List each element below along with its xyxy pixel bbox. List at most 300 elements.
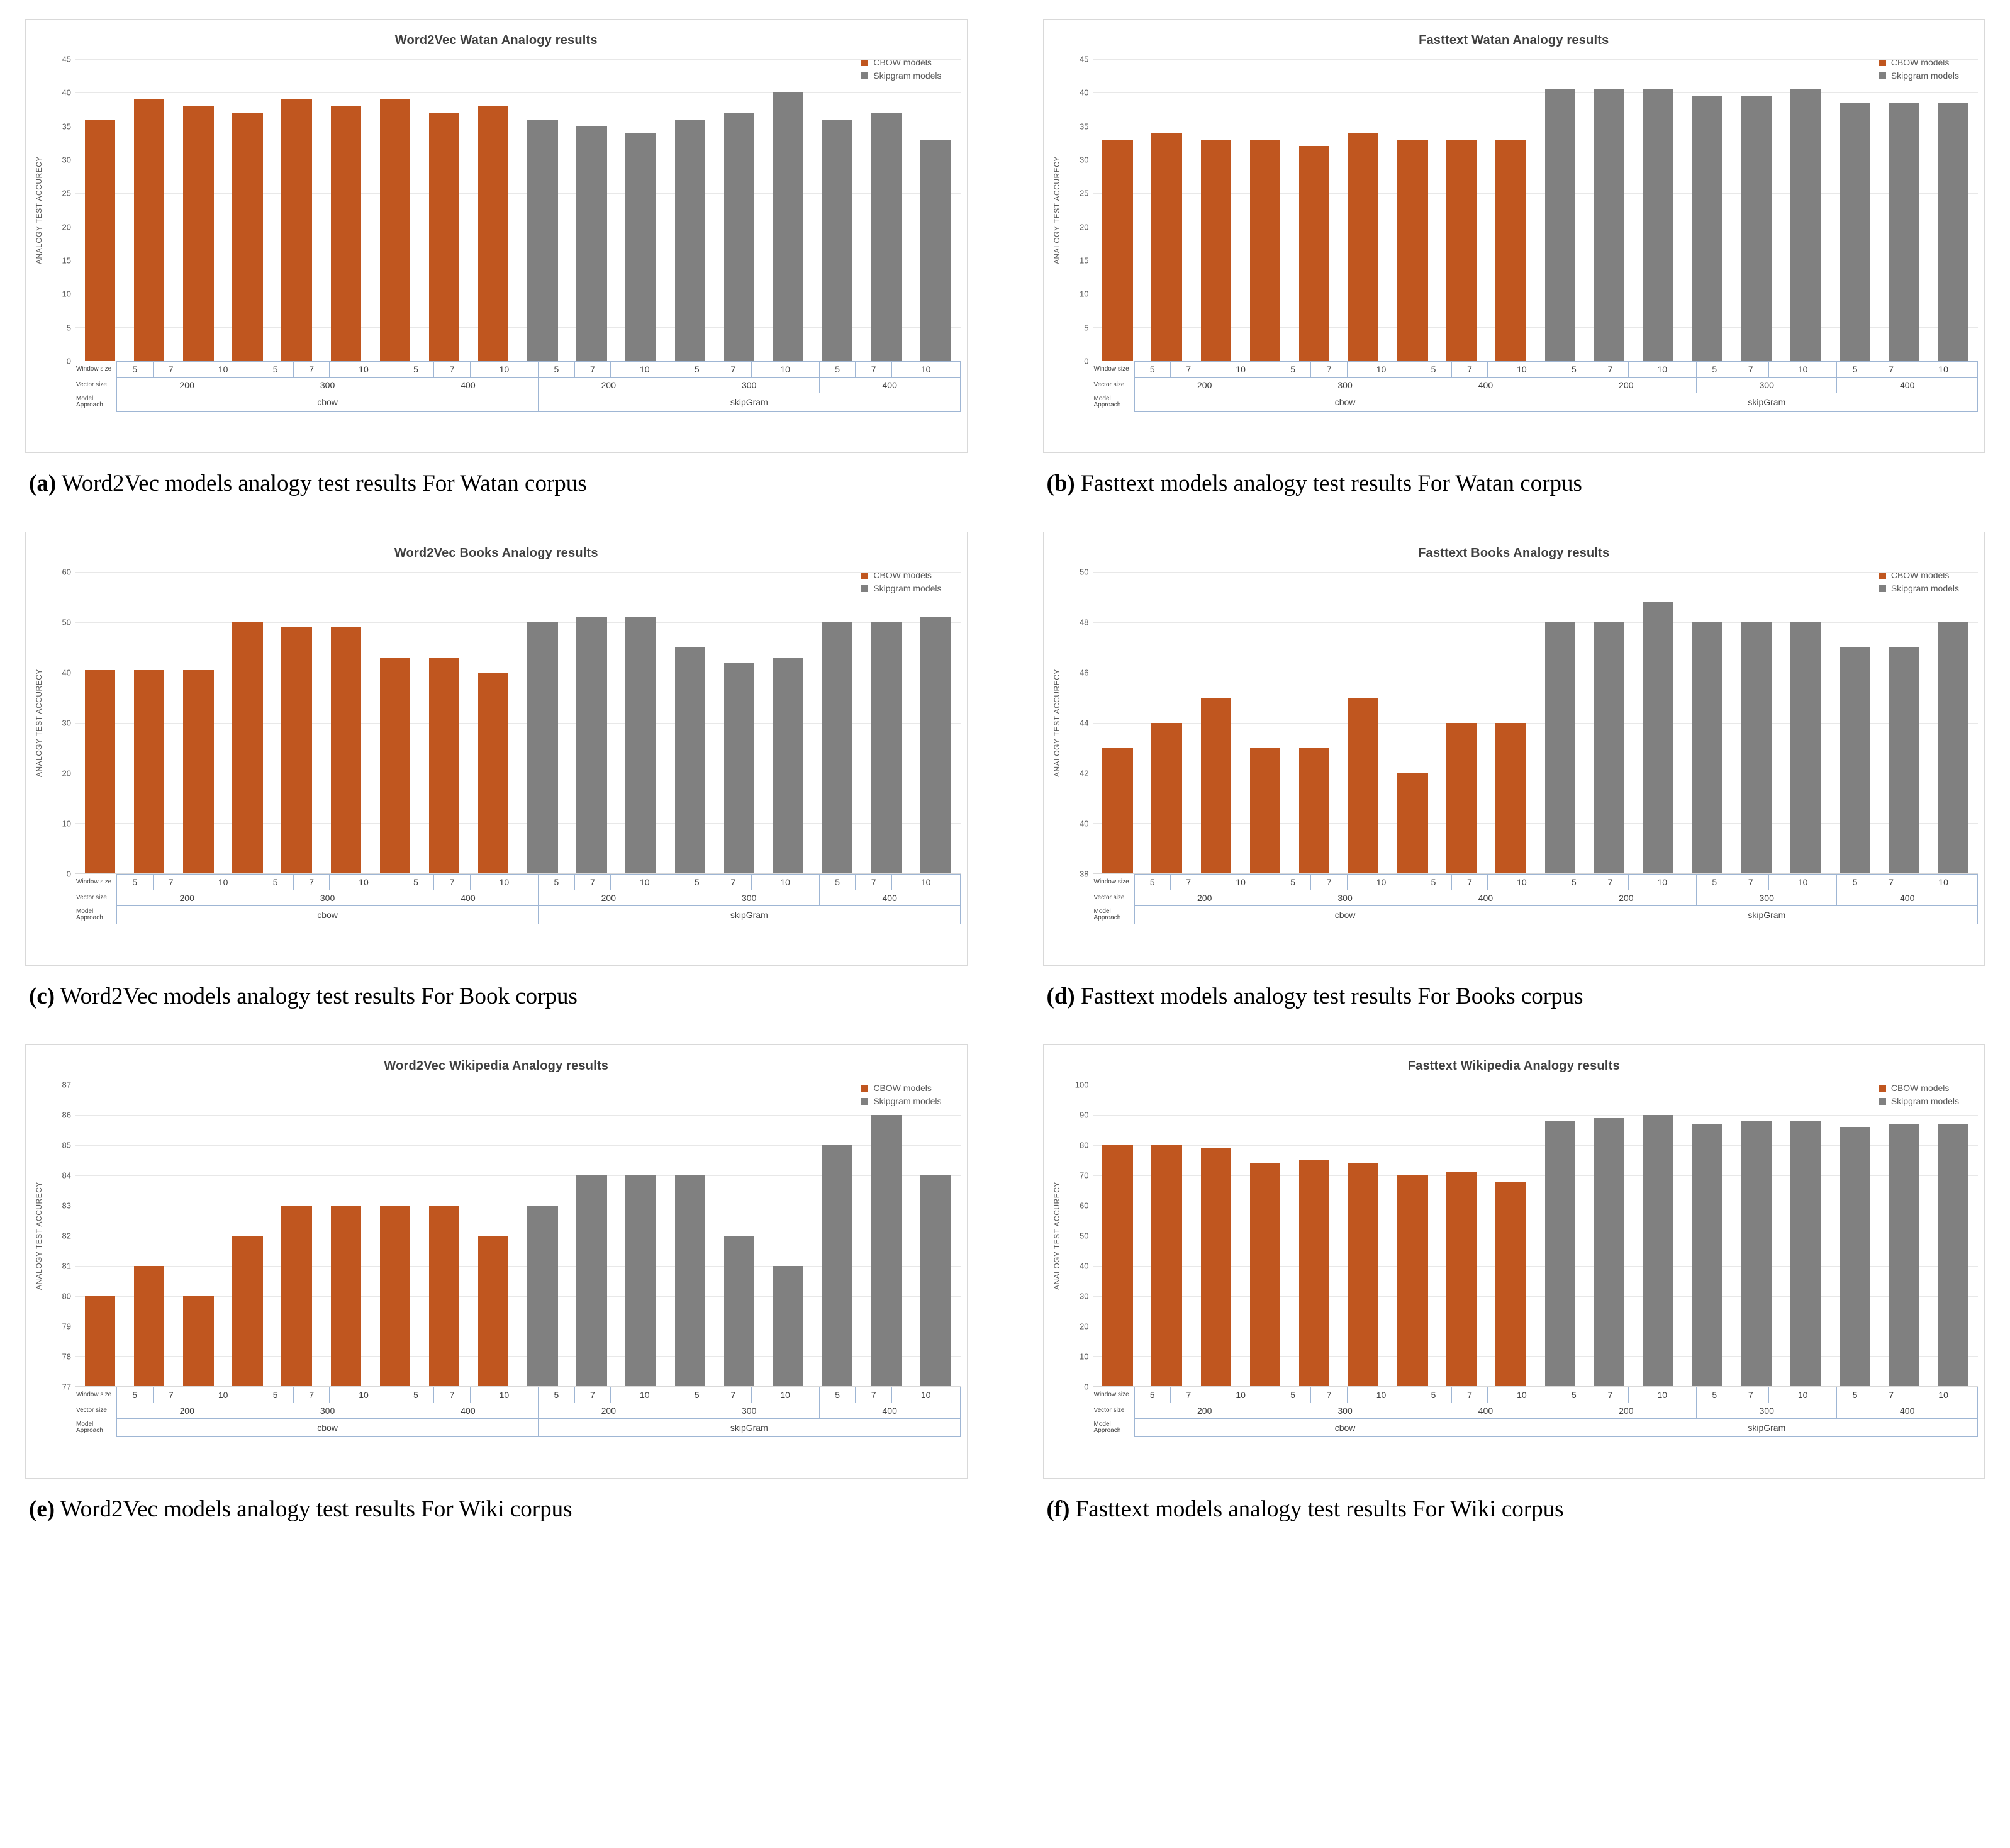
window-size-cell: 7	[1311, 362, 1348, 378]
bar-slot	[321, 572, 371, 873]
vector-size-cell: 200	[1556, 378, 1696, 393]
y-tick-label: 86	[62, 1110, 71, 1120]
window-size-cell: 5	[1556, 362, 1592, 378]
y-tick-label: 44	[1080, 718, 1089, 728]
vector-size-cell: 300	[679, 1403, 819, 1419]
y-tick-label: 10	[62, 289, 71, 299]
vector-size-cell: 300	[1275, 378, 1415, 393]
bar	[773, 1266, 803, 1387]
bar-slot	[1880, 572, 1929, 873]
bar-slot	[518, 1085, 567, 1386]
bar-slot	[1241, 1085, 1290, 1386]
chart-e	[25, 1044, 968, 1479]
y-tick-label: 50	[1080, 1231, 1089, 1241]
bar	[429, 658, 459, 873]
y-tick-label: 60	[1080, 1201, 1089, 1211]
caption-text: Fasttext models analogy test results For Watan corpus	[1080, 471, 1582, 496]
bar-slot	[1192, 59, 1241, 361]
bar	[478, 1236, 508, 1387]
window-size-row	[1093, 1387, 1978, 1403]
row-label-window-size: Window size	[76, 1391, 112, 1398]
bar-slot	[1290, 572, 1339, 873]
bar-slot	[174, 1085, 223, 1386]
bar-slot	[1732, 572, 1781, 873]
window-size-cell: 5	[819, 875, 856, 890]
bar-slot	[518, 59, 567, 361]
model-approach-row	[75, 393, 960, 412]
bar	[871, 113, 902, 361]
y-tick-label: 30	[62, 718, 71, 728]
row-label-model-approach: Model Approach	[76, 1420, 103, 1435]
window-size-cell: 7	[715, 875, 752, 890]
vector-size-cell: 400	[398, 378, 538, 393]
y-tick-label: 45	[1080, 54, 1089, 64]
figure-caption-f	[1047, 1495, 1982, 1523]
bar	[1692, 96, 1722, 361]
bar	[1594, 622, 1624, 873]
y-axis	[1064, 567, 1093, 879]
window-size-cell: 10	[470, 1387, 538, 1403]
bar-slot	[371, 59, 420, 361]
bar	[1643, 89, 1673, 361]
y-tick-label: 42	[1080, 768, 1089, 778]
window-size-cell: 7	[1592, 875, 1629, 890]
y-axis	[1064, 54, 1093, 366]
model-approach-row	[1093, 393, 1978, 412]
window-size-cell: 10	[1207, 1387, 1275, 1403]
y-tick-label: 79	[62, 1321, 71, 1331]
bar	[380, 99, 410, 361]
chart-f	[1043, 1044, 1985, 1479]
bar-slot	[1634, 572, 1683, 873]
window-size-cell: 5	[398, 875, 434, 890]
y-tick-label: 60	[62, 567, 71, 577]
bar	[1790, 1121, 1821, 1387]
bar-slot	[1880, 59, 1929, 361]
y-tick-label: 0	[66, 356, 71, 366]
y-tick-label: 40	[1080, 87, 1089, 98]
window-size-cell: 5	[1134, 362, 1171, 378]
legend-label: CBOW models	[873, 57, 932, 67]
bar	[1692, 1124, 1722, 1387]
bar-slot	[1683, 1085, 1732, 1386]
window-size-cell: 10	[1488, 1387, 1556, 1403]
window-size-cell: 10	[1909, 875, 1978, 890]
bar	[1790, 89, 1821, 361]
y-tick-label: 100	[1075, 1080, 1089, 1090]
window-size-cell: 5	[117, 362, 154, 378]
window-size-cell: 7	[153, 362, 189, 378]
vector-size-cell: 200	[539, 1403, 679, 1419]
legend-label: CBOW models	[873, 570, 932, 581]
y-axis	[46, 54, 75, 366]
vector-size-cell: 300	[257, 1403, 398, 1419]
bar	[625, 617, 656, 873]
caption-label: (d)	[1046, 983, 1075, 1010]
window-size-cell: 10	[1769, 1387, 1837, 1403]
y-axis	[1064, 1080, 1093, 1392]
bar-slot	[617, 59, 666, 361]
window-size-cell: 10	[891, 875, 960, 890]
bar-slot	[1241, 59, 1290, 361]
bar-slot	[469, 572, 518, 873]
window-size-cell: 5	[1697, 362, 1733, 378]
caption-text: Word2Vec models analogy test results For Book corpus	[60, 983, 578, 1010]
model-approach-row	[75, 906, 960, 924]
window-size-cell: 10	[330, 1387, 398, 1403]
model-approach-row	[1093, 1419, 1978, 1437]
vector-size-cell: 300	[679, 378, 819, 393]
window-size-cell: 7	[574, 362, 611, 378]
window-size-cell: 10	[751, 1387, 819, 1403]
y-tick-label: 5	[66, 323, 71, 333]
bar-slot	[272, 59, 321, 361]
model-approach-cell: cbow	[117, 906, 539, 924]
window-size-cell: 5	[1837, 875, 1873, 890]
y-tick-label: 15	[62, 255, 71, 266]
caption-label: (c)	[29, 983, 55, 1010]
bar-slot	[715, 572, 764, 873]
bar-slot	[1339, 1085, 1388, 1386]
bar	[1250, 1163, 1280, 1386]
bar	[331, 1206, 361, 1386]
bar	[1446, 1172, 1477, 1386]
bar	[527, 1206, 557, 1386]
y-tick-label: 40	[62, 87, 71, 98]
window-size-cell: 5	[398, 362, 434, 378]
bar	[1250, 140, 1280, 361]
plot-area	[1050, 54, 1979, 366]
bar	[625, 1175, 656, 1386]
model-approach-cell: skipGram	[1556, 906, 1977, 924]
y-tick-label: 50	[1080, 567, 1089, 577]
bar	[478, 106, 508, 361]
bar-slot	[764, 1085, 813, 1386]
bar-slot	[1142, 59, 1192, 361]
bar	[1102, 1145, 1132, 1386]
bar-slot	[1093, 1085, 1142, 1386]
y-tick-label: 35	[62, 121, 71, 132]
window-size-cell: 10	[1769, 362, 1837, 378]
y-axis	[46, 567, 75, 879]
y-tick-label: 45	[62, 54, 71, 64]
window-size-cell: 7	[856, 875, 892, 890]
chart-b	[1043, 19, 1985, 453]
vector-size-row	[75, 378, 960, 393]
bar-slot	[1487, 59, 1536, 361]
window-size-cell: 7	[574, 875, 611, 890]
y-axis	[46, 1080, 75, 1392]
bar-slot	[715, 59, 764, 361]
vector-size-cell: 200	[539, 890, 679, 906]
vector-size-cell: 400	[1415, 378, 1556, 393]
bar-slot	[1487, 1085, 1536, 1386]
bar-slot	[223, 59, 272, 361]
bar	[1495, 723, 1526, 874]
bar	[724, 663, 754, 873]
chart-title: Word2Vec Wikipedia Analogy results	[384, 1059, 609, 1073]
window-size-cell: 7	[1592, 1387, 1629, 1403]
y-tick-label: 15	[1080, 255, 1089, 266]
y-tick-label: 5	[1084, 323, 1089, 333]
window-size-cell: 7	[1733, 362, 1769, 378]
row-label-vector-size: Vector size	[76, 381, 107, 388]
bar-slot	[1634, 1085, 1683, 1386]
model-approach-cell: skipGram	[539, 393, 960, 412]
bar-slot	[1388, 572, 1437, 873]
bar	[1889, 647, 1919, 873]
y-tick-label: 40	[1080, 819, 1089, 829]
bars-container	[75, 1085, 961, 1387]
y-tick-label: 40	[62, 668, 71, 678]
window-size-cell: 7	[1171, 1387, 1207, 1403]
window-size-cell: 10	[1488, 362, 1556, 378]
window-size-cell: 10	[611, 875, 679, 890]
y-tick-label: 70	[1080, 1170, 1089, 1180]
window-size-cell: 5	[257, 362, 294, 378]
window-size-cell: 10	[751, 362, 819, 378]
window-size-row	[1093, 362, 1978, 378]
row-label-window-size: Window size	[76, 365, 112, 372]
bar	[134, 99, 164, 361]
window-size-cell: 5	[819, 1387, 856, 1403]
window-size-cell: 10	[891, 362, 960, 378]
bar-slot	[223, 572, 272, 873]
vector-size-cell: 300	[679, 890, 819, 906]
bar	[527, 622, 557, 873]
window-size-cell: 5	[1415, 875, 1452, 890]
bar-slot	[1487, 572, 1536, 873]
bar	[134, 1266, 164, 1387]
bar-slot	[1683, 59, 1732, 361]
bar-slot	[666, 59, 715, 361]
bar-slot	[567, 1085, 616, 1386]
bar-slot	[1339, 572, 1388, 873]
vector-size-cell: 200	[117, 1403, 257, 1419]
window-size-cell: 7	[1733, 1387, 1769, 1403]
y-tick-label: 87	[62, 1080, 71, 1090]
bar-slot	[272, 572, 321, 873]
window-size-cell: 10	[470, 362, 538, 378]
bar	[625, 133, 656, 361]
window-size-cell: 7	[153, 1387, 189, 1403]
legend-label: CBOW models	[1890, 570, 1950, 581]
row-label-model-approach: Model Approach	[1093, 395, 1121, 408]
legend-label: CBOW models	[1890, 1083, 1950, 1094]
bars-container	[1093, 59, 1979, 361]
y-axis-label: ANALOGY TEST ACCURECY	[35, 1182, 43, 1291]
figure-caption-a	[29, 469, 964, 498]
legend-label: Skipgram models	[873, 70, 942, 81]
window-size-cell: 5	[1556, 875, 1592, 890]
bar-slot	[862, 1085, 911, 1386]
bar	[576, 617, 606, 873]
bar	[920, 140, 951, 361]
y-tick-label: 81	[62, 1261, 71, 1271]
y-tick-label: 25	[62, 188, 71, 198]
window-size-cell: 10	[1207, 362, 1275, 378]
plot-area	[32, 54, 961, 366]
bar	[183, 670, 213, 873]
window-size-cell: 5	[398, 1387, 434, 1403]
window-size-cell: 5	[539, 875, 575, 890]
window-size-cell: 5	[679, 875, 715, 890]
bar-slot	[715, 1085, 764, 1386]
bar-slot	[1781, 59, 1830, 361]
bar-slot	[1290, 59, 1339, 361]
vector-size-cell: 400	[1837, 890, 1978, 906]
window-size-cell: 7	[1873, 362, 1909, 378]
bar-slot	[1732, 59, 1781, 361]
bar-slot	[764, 572, 813, 873]
model-approach-cell: skipGram	[1556, 393, 1977, 412]
figure-caption-d	[1047, 982, 1982, 1011]
bar	[576, 1175, 606, 1386]
bar-slot	[469, 59, 518, 361]
bar	[1889, 1124, 1919, 1387]
bar	[1299, 748, 1329, 874]
bar	[1545, 1121, 1575, 1387]
bar-slot	[1880, 1085, 1929, 1386]
window-size-cell: 10	[891, 1387, 960, 1403]
bar-slot	[174, 572, 223, 873]
bar	[331, 627, 361, 873]
bar	[1201, 140, 1231, 361]
bar	[1495, 1182, 1526, 1387]
bars-container	[1093, 572, 1979, 874]
window-size-cell: 5	[539, 362, 575, 378]
bar	[1151, 723, 1181, 874]
figure-panel-a	[25, 19, 968, 532]
y-tick-label: 90	[1080, 1110, 1089, 1120]
y-tick-label: 82	[62, 1231, 71, 1241]
window-size-cell: 7	[1171, 362, 1207, 378]
bar	[1201, 698, 1231, 873]
y-tick-label: 0	[1084, 356, 1089, 366]
row-label-window-size: Window size	[76, 878, 112, 885]
y-tick-label: 83	[62, 1201, 71, 1211]
bar-slot	[420, 1085, 469, 1386]
bar	[1840, 647, 1870, 873]
window-size-row	[75, 875, 960, 890]
bar	[183, 106, 213, 361]
vector-size-cell: 400	[1415, 890, 1556, 906]
window-size-cell: 10	[1628, 362, 1696, 378]
bars-container	[1093, 1085, 1979, 1387]
chart-c	[25, 532, 968, 966]
bar-slot	[1290, 1085, 1339, 1386]
bar-slot	[1781, 1085, 1830, 1386]
y-tick-label: 50	[62, 617, 71, 627]
window-size-cell: 10	[1347, 875, 1415, 890]
vector-size-row	[75, 1403, 960, 1419]
y-tick-label: 10	[1080, 1352, 1089, 1362]
model-approach-cell: skipGram	[1556, 1419, 1977, 1437]
plot-area	[1050, 567, 1979, 879]
vector-size-cell: 200	[1556, 1403, 1696, 1419]
y-axis-label: ANALOGY TEST ACCURECY	[35, 669, 43, 778]
y-tick-label: 80	[1080, 1140, 1089, 1150]
window-size-cell: 10	[1628, 875, 1696, 890]
window-size-cell: 7	[1451, 875, 1488, 890]
bar	[527, 120, 557, 361]
model-approach-cell: cbow	[117, 393, 539, 412]
window-size-cell: 5	[117, 875, 154, 890]
vector-size-cell: 400	[819, 1403, 960, 1419]
bar	[1889, 103, 1919, 361]
window-size-cell: 7	[434, 875, 471, 890]
legend-label: Skipgram models	[873, 1096, 942, 1107]
y-tick-label: 25	[1080, 188, 1089, 198]
bar	[773, 92, 803, 361]
window-size-cell: 5	[819, 362, 856, 378]
bar-slot	[125, 572, 174, 873]
model-approach-row	[75, 1419, 960, 1437]
window-size-cell: 7	[293, 875, 330, 890]
bar-slot	[1831, 59, 1880, 361]
bar	[1545, 622, 1575, 873]
bar-slot	[223, 1085, 272, 1386]
bar-slot	[1142, 1085, 1192, 1386]
window-size-cell: 5	[539, 1387, 575, 1403]
window-size-cell: 10	[751, 875, 819, 890]
window-size-cell: 5	[1556, 1387, 1592, 1403]
bar	[1397, 773, 1427, 873]
y-tick-label: 48	[1080, 617, 1089, 627]
y-tick-label: 10	[62, 819, 71, 829]
bar-slot	[1634, 59, 1683, 361]
bar	[724, 1236, 754, 1387]
legend-label: Skipgram models	[873, 583, 942, 594]
bar-slot	[567, 59, 616, 361]
y-tick-label: 20	[62, 768, 71, 778]
vector-size-cell: 400	[1837, 378, 1978, 393]
window-size-cell: 10	[189, 362, 257, 378]
caption-text: Word2Vec models analogy test results For Watan corpus	[61, 471, 587, 496]
row-label-model-approach: Model Approach	[1093, 1420, 1121, 1435]
row-label-model-approach: Model Approach	[1093, 907, 1121, 922]
chart-title: Fasttext Watan Analogy results	[1419, 33, 1609, 47]
window-size-cell: 7	[1592, 362, 1629, 378]
window-size-cell: 5	[1837, 362, 1873, 378]
bar-slot	[1388, 1085, 1437, 1386]
bar	[1250, 748, 1280, 874]
bar	[871, 1115, 902, 1386]
caption-text: Fasttext models analogy test results For Wiki corpus	[1075, 1496, 1564, 1523]
caption-text: Word2Vec models analogy test results For Wiki corpus	[60, 1496, 572, 1523]
window-size-cell: 10	[1769, 875, 1837, 890]
vector-size-cell: 200	[117, 378, 257, 393]
x-axis-table	[75, 361, 961, 412]
y-tick-label: 20	[1080, 222, 1089, 232]
bar	[920, 617, 951, 873]
window-size-cell: 10	[1628, 1387, 1696, 1403]
bar	[871, 622, 902, 873]
window-size-cell: 5	[1275, 362, 1311, 378]
vector-size-cell: 300	[1275, 890, 1415, 906]
window-size-cell: 5	[679, 362, 715, 378]
bar	[1201, 1148, 1231, 1386]
chart-a	[25, 19, 968, 453]
model-approach-row	[1093, 906, 1978, 924]
row-label-model-approach: Model Approach	[76, 395, 103, 408]
vector-size-cell: 200	[539, 378, 679, 393]
bar-slot	[75, 59, 125, 361]
bar	[1446, 140, 1477, 361]
bar	[1397, 1175, 1427, 1386]
bar	[1840, 103, 1870, 361]
y-tick-label: 38	[1080, 869, 1089, 879]
